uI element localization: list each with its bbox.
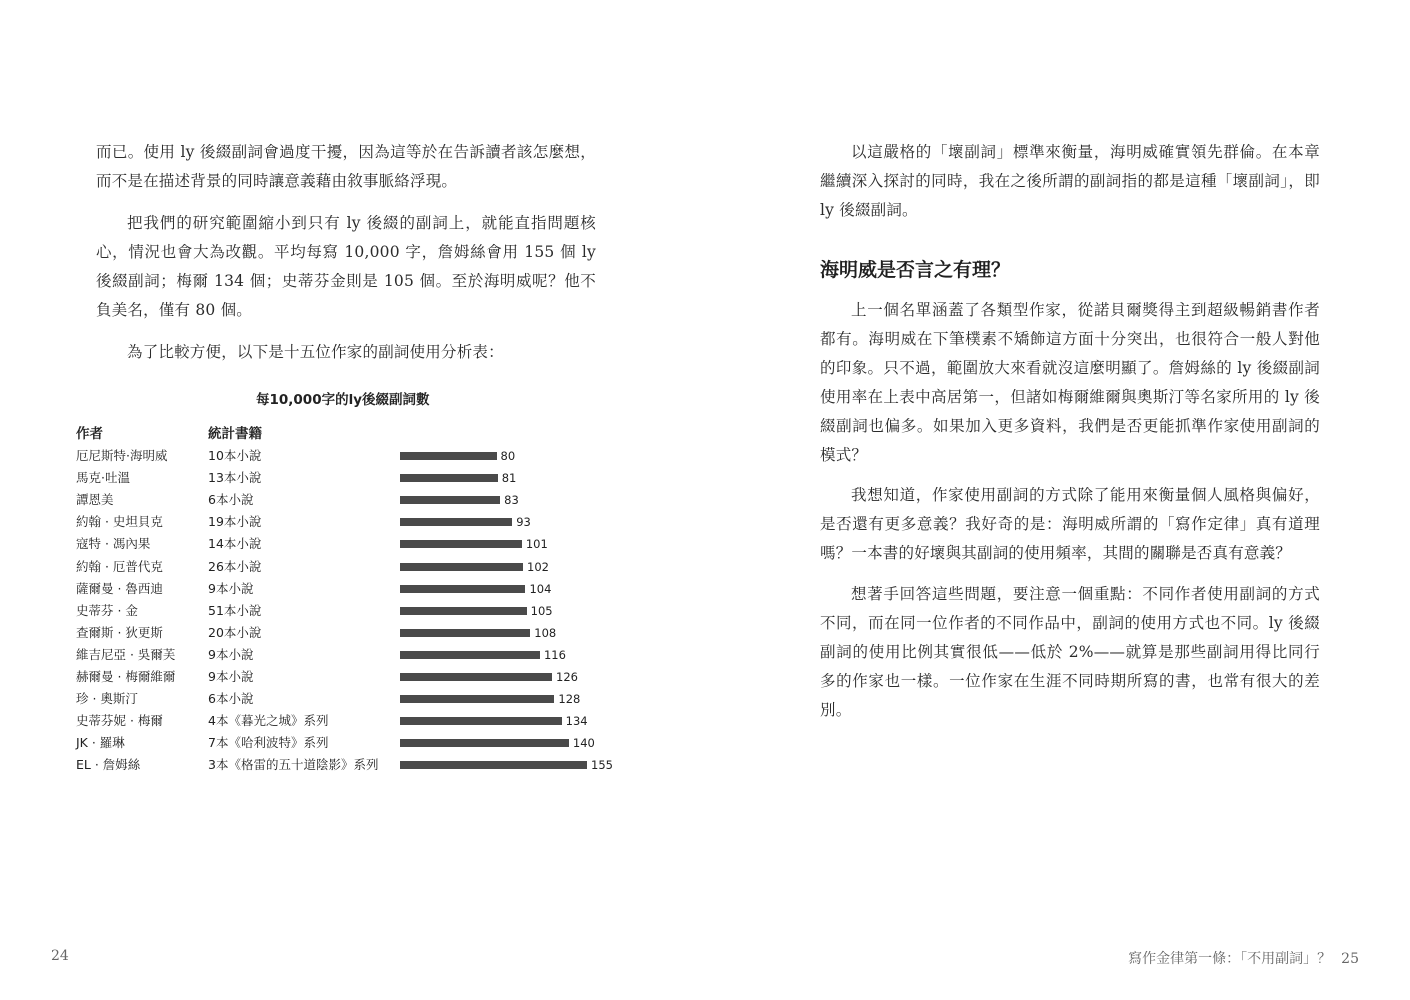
paragraph: 上一個名單涵蓋了各類型作家，從諾貝爾獎得主到超級暢銷書作者都有。海明威在下筆樸素不矯飾這方面十分突出，也很符合一般人對他的印象。只不過，範圍放大來看就沒這麼明顯了。詹姆絲的 ly 後綴副詞使用率在上表中高居第一，但諸如梅爾維爾與奧斯汀等名家所用的 ly 後綴副詞也偏多。如果加入更多資料，我們是否更能抓準作家使用副詞的模式？ (820, 301, 1320, 464)
books-label: 4本《暮光之城》系列 (208, 713, 329, 729)
column-header-author: 作者 (76, 426, 103, 442)
bar-value-label: 93 (516, 515, 531, 530)
author-label: 赫爾曼 · 梅爾維爾 (76, 669, 176, 684)
paragraph: 而已。使用 ly 後綴副詞會過度干擾，因為這等於在告訴讀者該怎麼想，而不是在描述背景的同時讓意義藉由敘事脈絡浮現。 (96, 143, 596, 190)
author-label: 厄尼斯特·海明威 (76, 448, 168, 463)
adverb-bar-chart (76, 385, 636, 785)
author-label: 史蒂芬妮 · 梅爾 (76, 713, 163, 729)
bar (400, 629, 530, 637)
author-label: 珍 · 奧斯汀 (76, 691, 138, 707)
bar (400, 651, 540, 659)
bar-value-label: 101 (525, 537, 548, 552)
section-heading: 海明威是否言之有理？ (820, 259, 1011, 281)
bar (400, 761, 587, 769)
paragraph: 想著手回答這些問題，要注意一個重點：不同作者使用副詞的方式不同，而在同一位作者的不同作品中，副詞的使用方式也不同。ly 後綴副詞的使用比例其實很低——低於 2%——就算是那些副詞用得比同行多的作家也一樣。一位作家在生涯不同時期所寫的書，也常有很大的差別。 (820, 585, 1320, 719)
paragraph: 為了比較方便，以下是十五位作家的副詞使用分析表： (127, 343, 504, 361)
books-label: 10本小說 (208, 448, 262, 463)
bar-value-label: 126 (556, 670, 578, 684)
bar (400, 474, 498, 482)
bar (400, 518, 512, 526)
author-label: EL · 詹姆絲 (76, 757, 141, 773)
bar-value-label: 83 (504, 493, 519, 508)
bar-value-label: 140 (572, 736, 595, 751)
bar (400, 585, 525, 593)
bar (400, 695, 554, 703)
running-title: 寫作金律第一條：「不用副詞」？ (1128, 951, 1332, 967)
column-header-books: 統計書籍 (208, 426, 262, 442)
running-footer (1128, 948, 1359, 968)
page-number-right: 25 (1341, 951, 1359, 967)
chart-title: 每10,000字的ly後綴副詞數 (256, 392, 430, 408)
books-label: 3本《格雷的五十道陰影》系列 (208, 757, 379, 773)
author-label: 約翰 · 史坦貝克 (76, 514, 163, 530)
books-label: 13本小說 (208, 470, 262, 486)
paragraph: 以這嚴格的「壞副詞」標準來衡量，海明威確實領先群倫。在本章繼續深入探討的同時，我在之後所謂的副詞指的都是這種「壞副詞」，即 ly 後綴副詞。 (820, 143, 1320, 219)
bar-value-label: 108 (534, 625, 557, 640)
books-label: 7本《哈利波特》系列 (208, 735, 329, 751)
bar-value-label: 80 (500, 449, 516, 463)
paragraph: 把我們的研究範圍縮小到只有 ly 後綴的副詞上，就能直指問題核心，情況也會大為改觀。平均每寫 10,000 字，詹姆絲會用 155 個 ly 後綴副詞；梅爾 134 個；史蒂芬金則是 105 個。至於海明威呢？他不負美名，僅有 80 個。 (96, 214, 596, 319)
right-page (705, 0, 1410, 1000)
bar-value-label: 102 (527, 559, 549, 574)
bar (400, 496, 500, 504)
bar-value-label: 104 (529, 581, 552, 596)
bar (400, 540, 522, 548)
books-label: 51本小說 (208, 602, 262, 618)
bar (400, 739, 569, 747)
bar (400, 563, 523, 571)
author-label: 約翰 · 厄普代克 (76, 558, 163, 574)
books-label: 9本小說 (208, 669, 254, 684)
books-label: 14本小說 (208, 536, 262, 552)
books-label: 26本小說 (208, 558, 262, 574)
bar (400, 673, 552, 681)
author-label: 譚恩美 (76, 492, 114, 508)
page-number-left: 24 (51, 948, 69, 964)
bar (400, 452, 497, 460)
bar-value-label: 116 (543, 647, 566, 662)
books-label: 20本小說 (208, 624, 262, 640)
author-label: 寇特 · 馮內果 (76, 536, 151, 552)
author-label: 維吉尼亞 · 吳爾芙 (76, 646, 176, 662)
bar-value-label: 128 (558, 692, 581, 707)
author-label: JK · 羅琳 (76, 735, 125, 751)
bar-value-label: 155 (591, 758, 613, 773)
books-label: 6本小說 (208, 492, 254, 508)
author-label: 薩爾曼 · 魯西迪 (76, 580, 163, 596)
bar (400, 717, 562, 725)
author-label: 查爾斯 · 狄更斯 (76, 624, 163, 640)
author-label: 馬克·吐溫 (76, 470, 130, 486)
books-label: 6本小說 (208, 691, 254, 707)
paragraph: 我想知道，作家使用副詞的方式除了能用來衡量個人風格與偏好，是否還有更多意義？我好奇的是：海明威所謂的「寫作定律」真有道理嗎？一本書的好壞與其副詞的使用頻率，其間的關聯是否真有意義？ (820, 486, 1320, 562)
bar-value-label: 105 (530, 603, 553, 618)
bar-value-label: 81 (501, 471, 517, 486)
bar-value-label: 134 (565, 714, 588, 729)
books-label: 9本小說 (208, 580, 254, 596)
books-label: 9本小說 (208, 646, 254, 662)
author-label: 史蒂芬 · 金 (76, 602, 138, 618)
books-label: 19本小說 (208, 514, 262, 530)
bar (400, 607, 527, 615)
